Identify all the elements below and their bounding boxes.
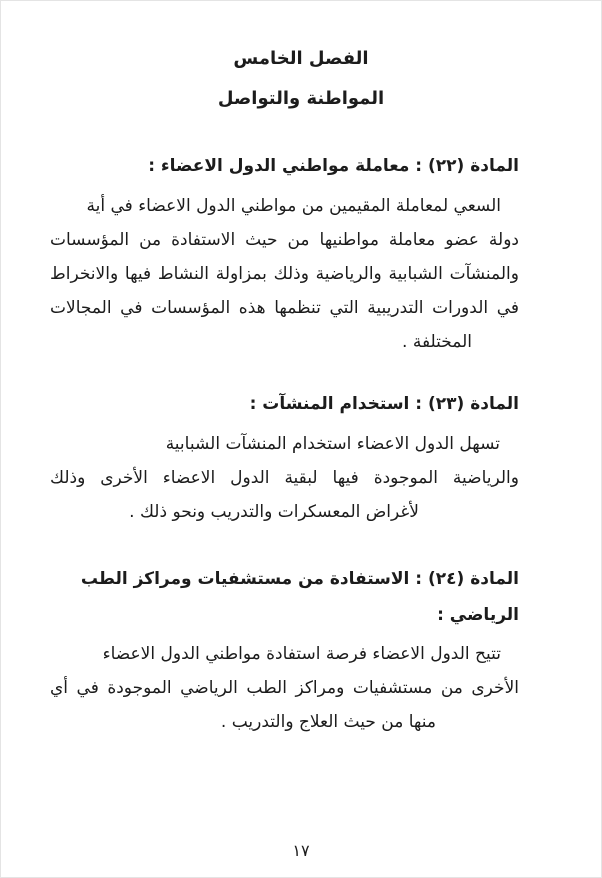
article-23-body-line: تسهل الدول الاعضاء استخدام المنشآت الشبابية [165, 434, 500, 454]
article-24-body-line: منها من حيث العلاج والتدريب . [220, 712, 436, 732]
article-24-body-line: تتيح الدول الاعضاء فرصة استفادة مواطني الدول الاعضاء [102, 644, 501, 664]
article-24-heading-line2: الرياضي : [437, 605, 519, 625]
article-23-body-line: والرياضية الموجودة فيها لبقية الدول الاعضاء الأخرى وذلك [50, 468, 519, 488]
article-22-heading: المادة (٢٢) : معاملة مواطني الدول الاعضاء : [148, 156, 519, 176]
article-23-heading: المادة (٢٣) : استخدام المنشآت : [249, 394, 519, 414]
article-22-body-line: في الدورات التدريبية التي تنظمها هذه المؤسسات في المجالات [50, 298, 519, 318]
article-24-heading: المادة (٢٤) : الاستفادة من مستشفيات ومراكز الطب [80, 569, 519, 589]
article-22-body-line: السعي لمعاملة المقيمين من مواطني الدول الاعضاء في أية [86, 196, 501, 216]
page-number: ١٧ [292, 841, 310, 860]
chapter-subtitle: المواطنة والتواصل [217, 88, 385, 109]
article-24-body-line: الأخرى من مستشفيات ومراكز الطب الرياضي الموجودة في أي [50, 678, 519, 698]
article-23-body-line: لأغراض المعسكرات والتدريب ونحو ذلك . [129, 502, 419, 522]
article-22-body-line: والمنشآت الشبابية والرياضية وذلك بمزاولة النشاط فيها والانخراط [50, 264, 519, 284]
article-22-body-line: دولة عضو معاملة مواطنيها من حيث الاستفادة من المؤسسات [50, 230, 519, 250]
article-22-body-line: المختلفة . [402, 332, 472, 352]
chapter-title: الفصل الخامس [233, 48, 369, 69]
